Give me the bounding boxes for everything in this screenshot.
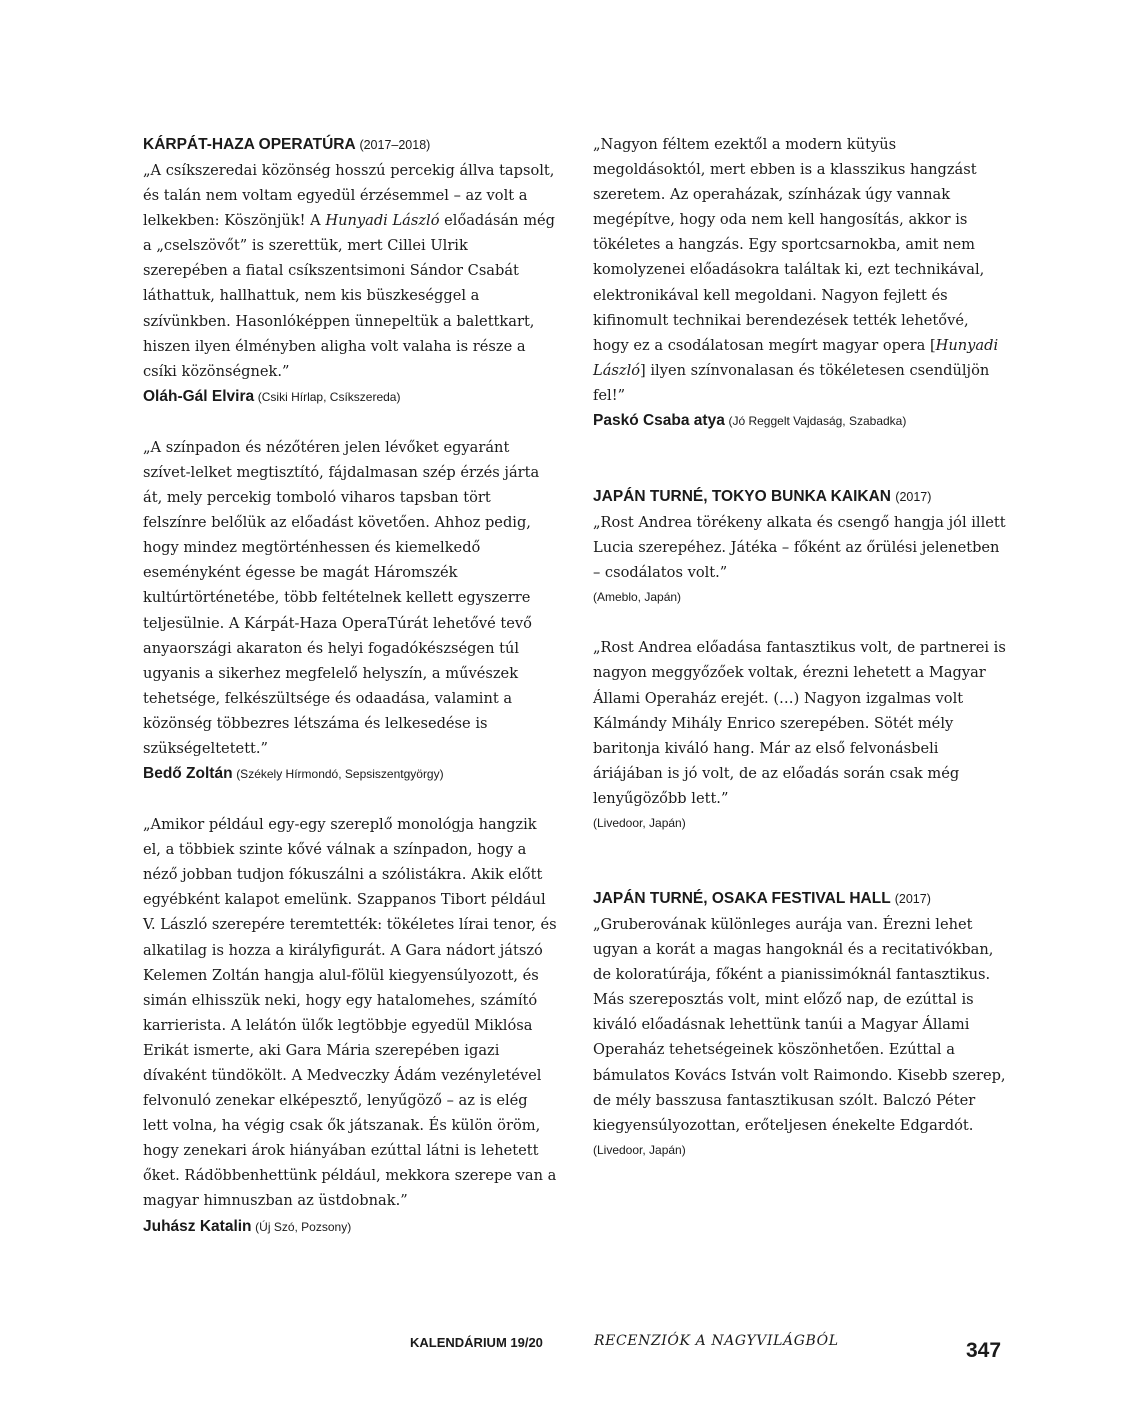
left-column — [143, 132, 557, 1240]
review-quote-3: „Amikor például egy-egy szereplő monológja hangzik el, a többiek szinte kővé válnak a színpadon, hogy a néző jobban tudjon fókuszálni a szólistákra. Akik előtt egyébként kalapot emelünk. Szappanos Tibort például V. László szerepére teremtették: tökéletes lírai tenor, és alkatilag is hozza a királyfigurát. A Gara nádort játszó Kelemen Zoltán hangja alul-fölül kiegyensúlyozott, és simán elhisszük neki, hogy egy hatalomehes, számító karrierista. A lelátón ülők legtöbbje egyedül Miklósa Erikát ismerte, aki Gara Mária szerepében igazi dívaként tündökölt. A Medveczky Ádám vezényletével felvonuló zenekar elképesztő, lenyűgöző – az is elég lett volna, ha végig csak ők játszanak. És külön öröm, hogy zenekari árok hiányában ezúttal látni is lehetett őket. Rádöbbenhettünk például, mekkora szerepe van a magyar himnuszban az üstdobnak.” — [143, 816, 557, 1210]
review-quote-1 — [143, 158, 557, 384]
right-column — [593, 132, 1007, 1163]
section-title: JAPÁN TURNÉ, OSAKA FESTIVAL HALL — [593, 889, 891, 907]
review-source-7: (Livedoor, Japán) — [593, 1142, 686, 1157]
section-title: KÁRPÁT-HAZA OPERATÚRA — [143, 136, 356, 153]
footer-magazine-name: KALENDÁRIUM 19/20 — [410, 1335, 543, 1350]
review-quote-5: „Rost Andrea törékeny alkata és csengő hangja jól illett Lucia szerepéhez. Játéka – főként az őrülési jelenetben – csodálatos volt.” — [593, 514, 1006, 582]
review-quote-4 — [593, 132, 1007, 408]
author-source: (Csiki Hírlap, Csíkszereda) — [257, 389, 401, 404]
review-byline-1 — [143, 384, 557, 410]
section-heading-osaka — [593, 886, 1007, 912]
quote-text: ] ilyen színvonalasan és tökéletesen csendüljön fel!” — [593, 361, 990, 404]
section-heading-tokyo — [593, 484, 1007, 510]
section-year: (2017–2018) — [359, 138, 431, 152]
author-name: Paskó Csaba atya — [593, 412, 725, 430]
quote-text: előadásán még a „cselszövőt” is szerettük, mert Cillei Ulrik szerepében a fiatal csíkszentsimoni Sándor Csabát láthattuk, hallhattuk, nem kis büszkeséggel a szívünkben. Hasonlóképpen ünnepeltük a balettkart, hiszen ilyen élményben aligha volt valaha is része a csíki közönségnek.” — [143, 212, 556, 380]
section-heading-karpat-haza — [143, 132, 557, 158]
section-year: (2017) — [895, 490, 932, 505]
opera-title: Hunyadi László — [593, 336, 999, 379]
quote-text: „A csíkszeredai közönség hosszú percekig állva tapsolt, és talán nem voltam egyedül érzésemmel – az volt a lelkekben: Köszönjük! A — [143, 162, 555, 230]
review-quote-7: „Gruberovának különleges aurája van. Érezni lehet ugyan a korát a magas hangoknál és a recitativókban, de koloratúrája, főként a pianissimóknál fantasztikus. Más szereposztás volt, mint előző nap, de ezúttal is kiváló előadásnak lehettünk tanúi a Magyar Állami Operaház tehetségeinek köszönhetően. Ezúttal a bámulatos Kovács István volt Raimondo. Kisebb szerep, de mély basszusa fantasztikusan szólt. Balczó Péter kiegyensúlyozottan, erőteljesen énekelte Edgardót. — [593, 915, 1006, 1134]
review-byline-4 — [593, 408, 1007, 434]
review-source-5: (Ameblo, Japán) — [593, 590, 682, 605]
author-name: Oláh-Gál Elvira — [143, 387, 255, 405]
review-byline-3 — [143, 1214, 557, 1240]
author-name: Juhász Katalin — [143, 1217, 252, 1235]
author-name: Bedő Zoltán — [143, 765, 233, 783]
review-quote-6: „Rost Andrea előadása fantasztikus volt, de partnerei is nagyon meggyőzőek voltak, érezni lehetett a Magyar Állami Operaház erejét. (…) Nagyon izgalmas volt Kálmándy Mihály Enrico szerepében. Sötét mély baritonja kiváló hang. Már az első felvonásbeli áriájában is jó volt, de az előadás során csak még lenyűgözőbb lett.” — [593, 639, 1006, 807]
footer-section-title: RECENZIÓK A NAGYVILÁGBÓL — [594, 1333, 839, 1349]
section-year: (2017) — [894, 891, 931, 906]
review-source-6: (Livedoor, Japán) — [593, 815, 686, 830]
review-byline-2 — [143, 761, 557, 787]
quote-text: „Nagyon féltem ezektől a modern kütyüs megoldásoktól, mert ebben is a klasszikus hangzást szeretem. Az operaházak, színházak úgy vannak megépítve, hogy oda nem kell hangosítás, akkor is tökéletes a hangzás. Egy sportcsarnokba, amit nem komolyzenei előadásokra találtak ki, ezt technikával, elektronikával kell megoldani. Nagyon fejlett és kifinomult technikai berendezések tették lehetővé, hogy ez a csodálatosan megírt magyar opera [ — [593, 136, 985, 354]
section-title: JAPÁN TURNÉ, TOKYO BUNKA KAIKAN — [593, 488, 891, 506]
page-number: 347 — [966, 1339, 1002, 1362]
author-source: (Jó Reggelt Vajdaság, Szabadka) — [728, 414, 907, 429]
review-quote-2: „A színpadon és nézőtéren jelen lévőket egyaránt szívet-lelket megtisztító, fájdalmasan szép érzés járta át, mely percekig tomboló viharos tapsban tört felszínre belőlük az előadást követően. Ahhoz pedig, hogy mindez megtörténhessen és kiemelkedő eseményként égesse be magát Háromszék kultúrtörténetébe, több feltételnek kellett egyszerre teljesülnie. A Kárpát-Haza OperaTúrát lehetővé tevő anyaországi akaraton és helyi fogadókészségen túl ugyanis a sikerhez megfelelő helyszín, a művészek tehetsége, felkészültsége és odaadása, valamint a közönség többezres létszáma és lelkesedése is szükségeltetett.” — [143, 438, 540, 757]
author-source: (Székely Hírmondó, Sepsiszentgyörgy) — [236, 767, 444, 782]
opera-title: Hunyadi László — [325, 212, 440, 230]
author-source: (Új Szó, Pozsony) — [255, 1219, 352, 1234]
